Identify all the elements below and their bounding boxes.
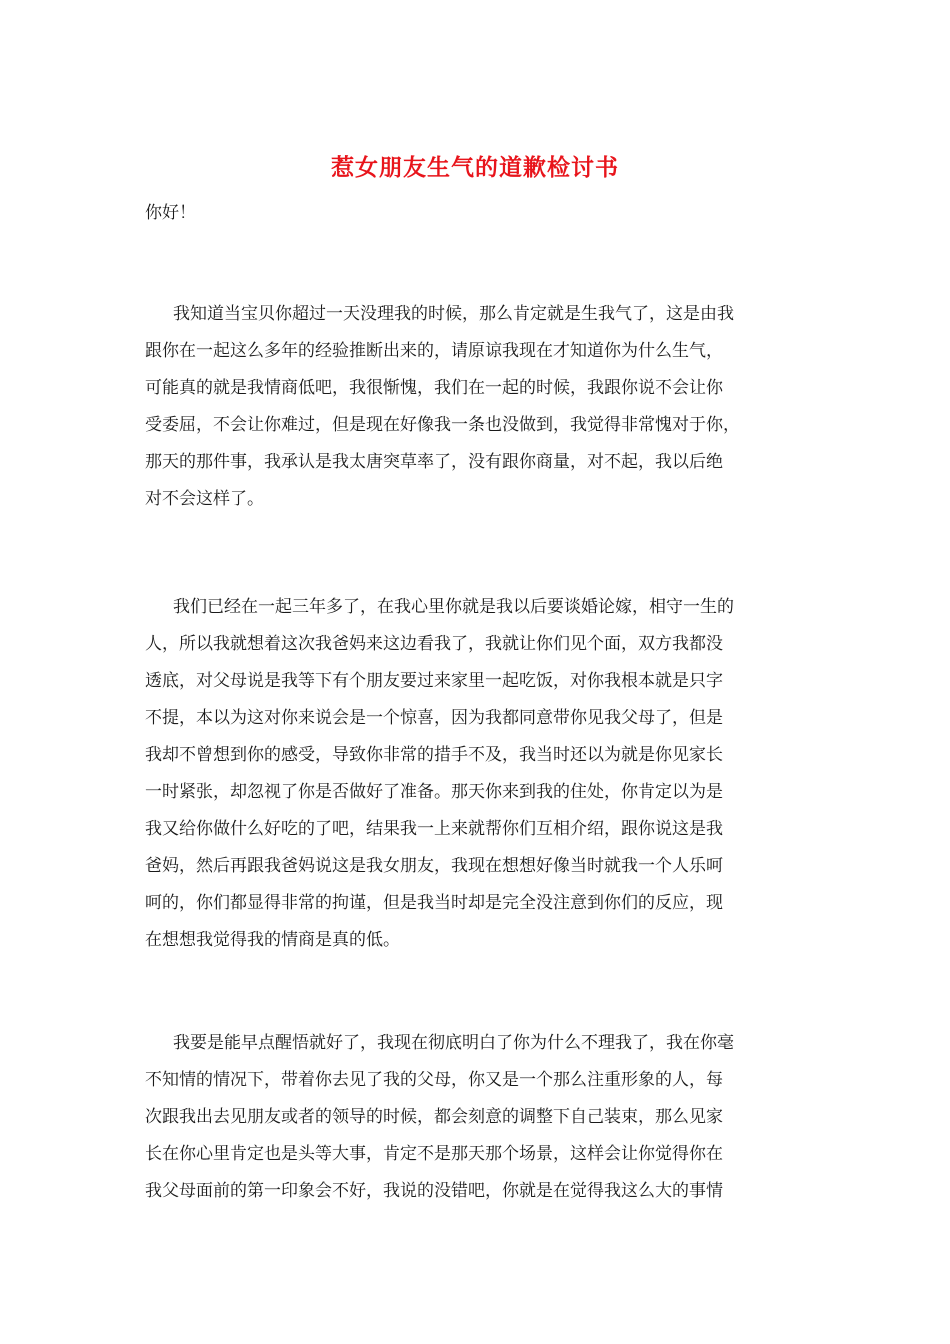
paragraph-line: 在想想我觉得我的情商是真的低。: [145, 930, 400, 950]
paragraph-line: 不知情的情况下，带着你去见了我的父母，你又是一个那么注重形象的人，每: [145, 1070, 723, 1090]
paragraph-2: [145, 589, 807, 959]
paragraph-line: 跟你在一起这么多年的经验推断出来的，请原谅我现在才知道你为什么生气，: [145, 341, 723, 361]
paragraph-line: 不提，本以为这对你来说会是一个惊喜，因为我都同意带你见我父母了，但是: [145, 708, 723, 728]
paragraph-line: 我们已经在一起三年多了，在我心里你就是我以后要谈婚论嫁，相守一生的: [173, 597, 734, 617]
greeting-line: 你好！: [145, 203, 196, 223]
paragraph-line: 受委屈，不会让你难过，但是现在好像我一条也没做到，我觉得非常愧对于你，: [145, 415, 740, 435]
paragraph-line: 一时紧张，却忽视了你是否做好了准备。那天你来到我的住处，你肯定以为是: [145, 782, 723, 802]
paragraph-line: 我要是能早点醒悟就好了，我现在彻底明白了你为什么不理我了，我在你毫: [173, 1033, 734, 1053]
paragraph-line: 那天的那件事，我承认是我太唐突草率了，没有跟你商量，对不起，我以后绝: [145, 452, 723, 472]
paragraph-line: 我父母面前的第一印象会不好，我说的没错吧，你就是在觉得我这么大的事情: [145, 1181, 723, 1201]
paragraph-line: 次跟我出去见朋友或者的领导的时候，都会刻意的调整下自己装束，那么见家: [145, 1107, 723, 1127]
paragraph-line: 呵的，你们都显得非常的拘谨，但是我当时却是完全没注意到你们的反应，现: [145, 893, 723, 913]
paragraph-line: 我又给你做什么好吃的了吧，结果我一上来就帮你们互相介绍，跟你说这是我: [145, 819, 723, 839]
paragraph-line: 我却不曾想到你的感受，导致你非常的措手不及，我当时还以为就是你见家长: [145, 745, 723, 765]
paragraph-line: 对不会这样了。: [145, 489, 264, 509]
paragraph-line: 人，所以我就想着这次我爸妈来这边看我了，我就让你们见个面，双方我都没: [145, 634, 723, 654]
paragraph-line: 长在你心里肯定也是头等大事，肯定不是那天那个场景，这样会让你觉得你在: [145, 1144, 723, 1164]
paragraph-1: [145, 296, 807, 518]
paragraph-3: [145, 1025, 807, 1210]
paragraph-line: 透底，对父母说是我等下有个朋友要过来家里一起吃饭，对你我根本就是只字: [145, 671, 723, 691]
document-title: 惹女朋友生气的道歉检讨书: [331, 154, 619, 181]
paragraph-line: 我知道当宝贝你超过一天没理我的时候，那么肯定就是生我气了，这是由我: [173, 304, 734, 324]
paragraph-line: 可能真的就是我情商低吧，我很惭愧，我们在一起的时候，我跟你说不会让你: [145, 378, 723, 398]
paragraph-line: 爸妈，然后再跟我爸妈说这是我女朋友，我现在想想好像当时就我一个人乐呵: [145, 856, 723, 876]
